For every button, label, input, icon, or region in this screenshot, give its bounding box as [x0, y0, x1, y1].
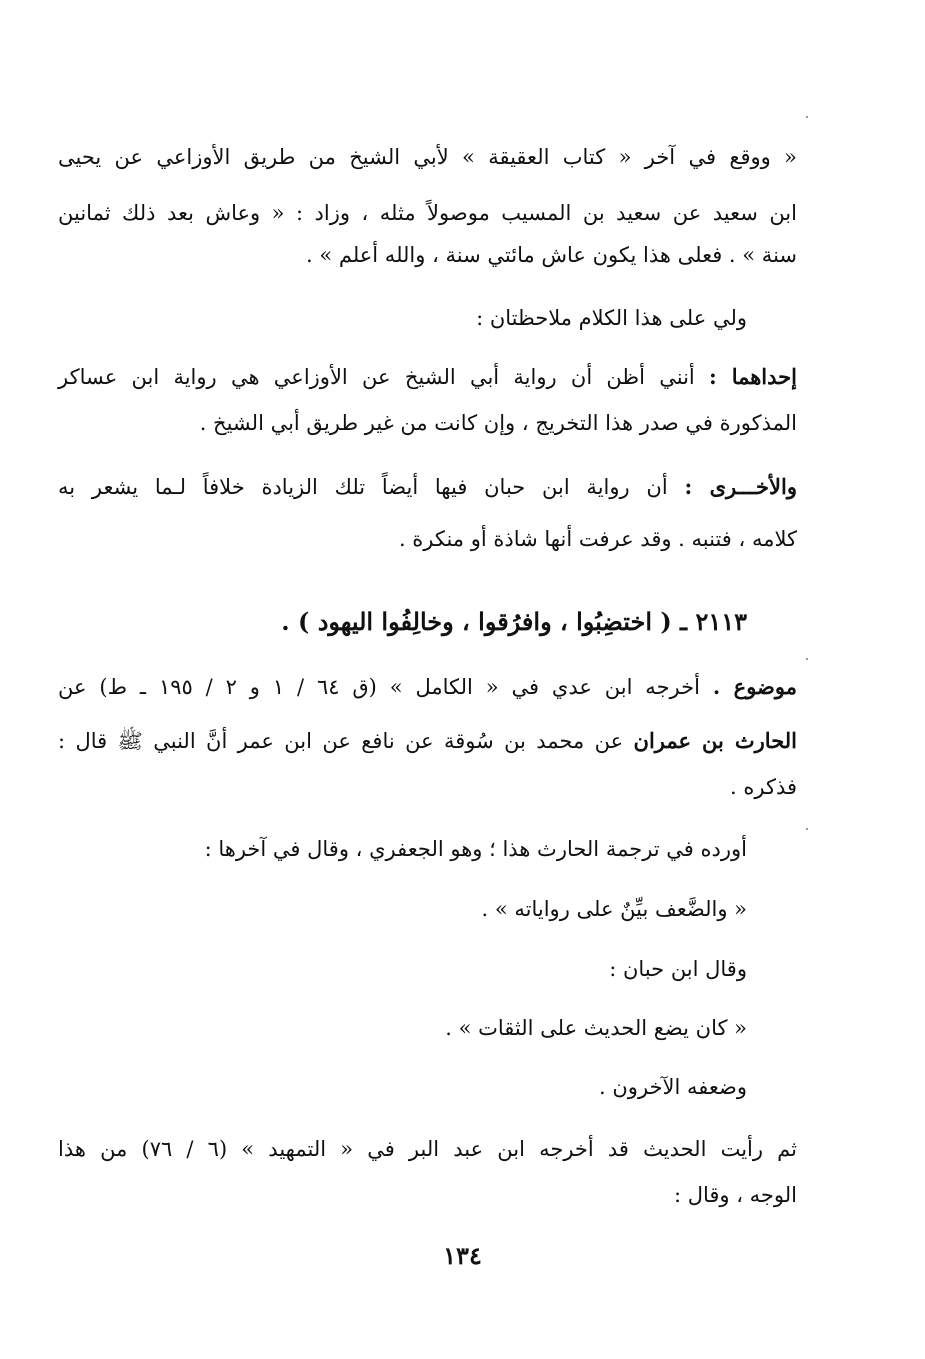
quote-line-2: ابن سعيد عن سعيد بن المسيب موصولاً مثله ، وزاد : « وعاش بعد ذلك ثمانين	[58, 201, 797, 225]
comment-line-5: وضعفه الآخرون .	[599, 1075, 747, 1099]
quote-line-3: سنة » . فعلى هذا يكون عاش مائتي سنة ، والله أعلم » .	[305, 243, 797, 267]
remark-two-line-1	[58, 472, 797, 502]
hadith-heading: ٢١١٣ ـ ( اختضِبُوا ، وافرُقوا ، وخالِفُوا اليهود ) .	[281, 607, 747, 636]
comment-line-4: « كان يضع الحديث على الثقات » .	[445, 1016, 747, 1040]
remark-two-text: أن رواية ابن حبان فيها أيضاً تلك الزيادة خلافاً لـما يشعر به	[58, 475, 668, 499]
narrator-name: الحارث بن عمران	[633, 728, 797, 753]
takhrij-chain: عن محمد بن سُوقة عن نافع عن ابن عمر أنَّ النبي ﷺ قال :	[58, 729, 624, 753]
hadith-grade: موضوع .	[712, 674, 797, 699]
comment-line-3: وقال ابن حبان :	[609, 957, 747, 981]
takhrij-line-1	[58, 672, 797, 702]
comment-line-2: « والضَّعف بيِّنٌ على رواياته » .	[481, 897, 747, 921]
remark-one-line-2: المذكورة في صدر هذا التخريج ، وإن كانت من غير طريق أبي الشيخ .	[199, 411, 797, 435]
margin-dot	[806, 658, 808, 660]
takhrij-source: أخرجه ابن عدي في « الكامل » (ق ٦٤ / ١ و ٢ / ١٩٥ ـ ط) عن	[58, 675, 700, 699]
closing-line-2: الوجه ، وقال :	[673, 1183, 797, 1207]
remark-one-label: إحداهما :	[709, 364, 797, 389]
remark-two-label: والأخـــرى :	[684, 474, 797, 499]
remark-one-line-1	[58, 362, 797, 392]
remark-one-text: أنني أظن أن رواية أبي الشيخ عن الأوزاعي هي رواية ابن عساكر	[58, 365, 695, 389]
remarks-intro: ولي على هذا الكلام ملاحظتان :	[476, 306, 747, 330]
takhrij-line-3: فذكره .	[730, 775, 797, 799]
comment-line-1: أورده في ترجمة الحارث هذا ؛ وهو الجعفري ، وقال في آخرها :	[204, 837, 747, 861]
remark-two-line-2: كلامه ، فتنبه . وقد عرفت أنها شاذة أو منكرة .	[398, 527, 797, 551]
takhrij-line-2	[58, 726, 797, 756]
page-number: ١٣٤	[443, 1241, 482, 1270]
quote-line-1: « ووقع في آخر « كتاب العقيقة » لأبي الشيخ من طريق الأوزاعي عن يحيى	[58, 145, 797, 169]
margin-dot	[806, 828, 808, 830]
closing-line-1: ثم رأيت الحديث قد أخرجه ابن عبد البر في « التمهيد » (٦ / ٧٦) من هذا	[58, 1137, 797, 1161]
margin-dot	[806, 116, 808, 118]
